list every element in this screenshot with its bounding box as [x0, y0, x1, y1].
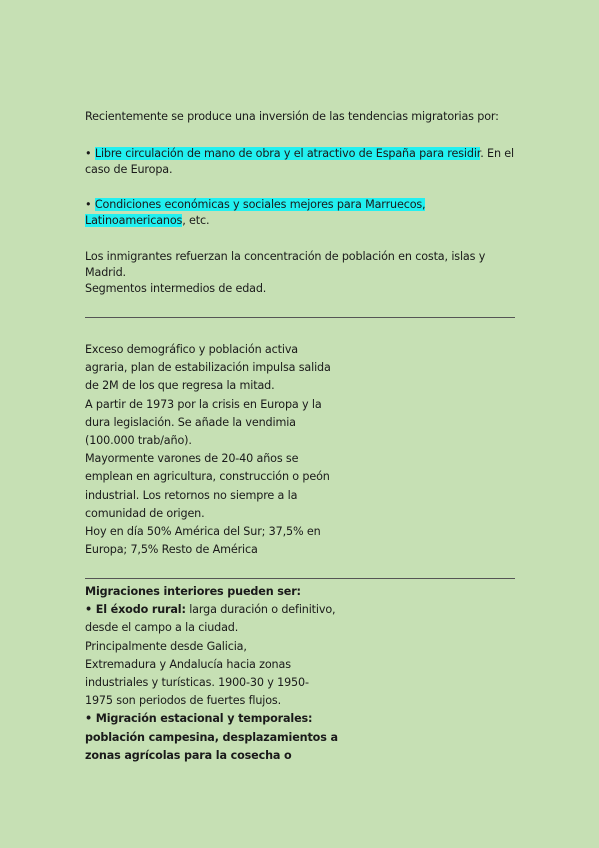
highlighted-text: Latinoamericanos [85, 214, 183, 227]
internal-migration-section: Migraciones interiores pueden ser: • El éxodo rural: larga duración o definitivo, desde el campo a la ciudad. Principalmente desde Galicia, Extremadura y Andalucía hacia zonas industriales y turísticas. 1900-30 y 1950- 1975 son periodos de fuertes flujos. • Migración estacional y temporales: población campesina, desplazamientos a zonas agrícolas para la cosecha o [85, 585, 338, 762]
intro-text: Recientemente se produce una inversión de las tendencias migratorias por: [85, 110, 499, 123]
highlighted-text: Condiciones económicas y sociales mejores para Marruecos, [94, 198, 426, 211]
section-heading: Migraciones interiores pueden ser: [85, 585, 301, 598]
highlighted-text: Libre circulación de mano de obra y el atractivo de España para residir [94, 147, 481, 160]
emigration-section: Exceso demográfico y población activa agraria, plan de estabilización impulsa salida de 2M de los que regresa la mitad. A partir de 1973 por la crisis en Europa y la dura legislación. Se añade la vendimia (100.000 trab/año). Mayormente varones de 20-40 años se emplean en agricultura, construcción o peón industrial. Los retornos no siempre a la comunidad de origen. Hoy en día 50% América del Sur; 37,5% en Europa; 7,5% Resto de América [85, 343, 331, 557]
divider [85, 317, 515, 318]
immigrants-paragraph: Los inmigrantes refuerzan la concentración de población en costa, islas y Madrid. Segmentos intermedios de edad. [85, 250, 486, 295]
divider [85, 578, 515, 579]
bullet-free-circulation: • Libre circulación de mano de obra y el atractivo de España para residir. En el caso de Europa. [85, 147, 514, 176]
bullet-economic-conditions: • Condiciones económicas y sociales mejores para Marruecos, Latinoamericanos, etc. [85, 198, 426, 227]
